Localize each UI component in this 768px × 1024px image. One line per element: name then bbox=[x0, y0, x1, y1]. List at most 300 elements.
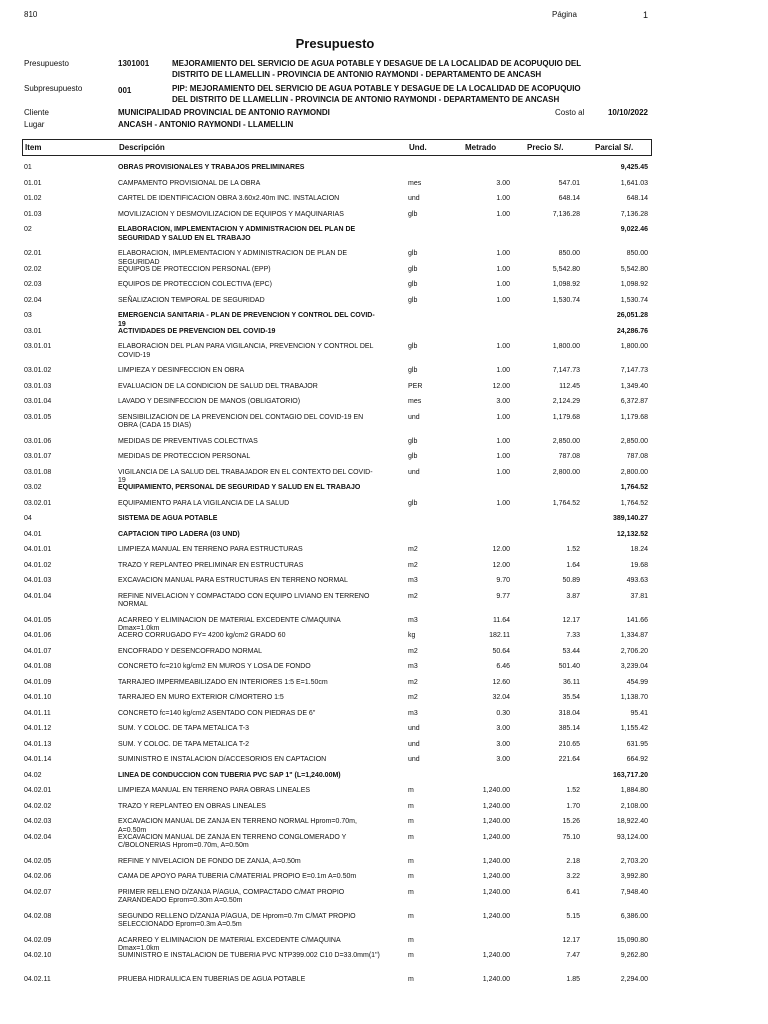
item-code: 04.02.04 bbox=[24, 833, 52, 841]
item-description: TARRAJEO IMPERMEABILIZADO EN INTERIORES 1:5 E=1.50cm bbox=[118, 678, 328, 686]
item-metrado: 1.00 bbox=[496, 281, 510, 288]
item-precio: 1.85 bbox=[566, 976, 580, 983]
item-description: CONCRETO fc=140 kg/cm2 ASENTADO CON PIEDRAS DE 6" bbox=[118, 709, 316, 717]
item-code: 01.01 bbox=[24, 179, 42, 187]
item-metrado: 9.77 bbox=[496, 592, 510, 600]
item-description: EQUIPOS DE PROTECCION PERSONAL (EPP) bbox=[118, 265, 271, 273]
item-description: TRAZO Y REPLANTEO PRELIMINAR EN ESTRUCTURAS bbox=[118, 561, 304, 569]
item-code: 04.01.08 bbox=[24, 663, 52, 670]
table-row bbox=[0, 772, 768, 788]
item-code: 03.02 bbox=[24, 484, 42, 491]
item-parcial: 6,372.87 bbox=[620, 398, 648, 405]
item-unit: m bbox=[408, 833, 414, 841]
item-description: REFINE Y NIVELACION DE FONDO DE ZANJA, A=0.50m bbox=[118, 857, 301, 865]
item-metrado: 1,240.00 bbox=[482, 912, 510, 920]
item-unit: m bbox=[408, 857, 414, 865]
table-row bbox=[0, 343, 768, 367]
table-row bbox=[0, 312, 768, 328]
item-description: SUMINISTRO E INSTALACION D/ACCESORIOS EN CAPTACION bbox=[118, 756, 327, 763]
table-row bbox=[0, 546, 768, 562]
item-precio: 50.89 bbox=[562, 577, 580, 584]
lugar-value: ANCASH - ANTONIO RAYMONDI - LLAMELLIN bbox=[118, 120, 294, 129]
table-row bbox=[0, 328, 768, 344]
item-metrado: 1.00 bbox=[496, 210, 510, 218]
item-metrado: 1,240.00 bbox=[482, 976, 510, 983]
item-parcial: 648.14 bbox=[626, 195, 648, 202]
item-description: CAMPAMENTO PROVISIONAL DE LA OBRA bbox=[118, 179, 261, 187]
item-description: SISTEMA DE AGUA POTABLE bbox=[118, 515, 218, 522]
item-precio: 547.01 bbox=[558, 179, 580, 187]
item-description: ELABORACION DEL PLAN PARA VIGILANCIA, PREVENCION Y CONTROL DEL COVID-19 bbox=[118, 343, 374, 359]
item-parcial: 2,703.20 bbox=[620, 857, 648, 865]
item-code: 04.02.06 bbox=[24, 873, 52, 880]
col-precio: Precio S/. bbox=[527, 143, 564, 152]
table-row bbox=[0, 266, 768, 282]
table-row bbox=[0, 593, 768, 617]
table-row bbox=[0, 383, 768, 399]
item-precio: 36.11 bbox=[563, 678, 580, 686]
item-description: SUM. Y COLOC. DE TAPA METALICA T-3 bbox=[118, 725, 249, 732]
item-description: SENSIBILIZACION DE LA PREVENCION DEL CONTAGIO DEL COVID-19 EN OBRA (CADA 15 DIAS) bbox=[118, 413, 364, 429]
table-row bbox=[0, 297, 768, 313]
presupuesto-label: Presupuesto bbox=[24, 59, 69, 68]
item-metrado: 3.00 bbox=[496, 740, 510, 748]
item-code: 04.02.02 bbox=[24, 802, 52, 810]
item-code: 03.01.02 bbox=[24, 367, 52, 374]
presupuesto-code: 1301001 bbox=[118, 59, 150, 68]
item-code: 04.01.05 bbox=[24, 616, 52, 624]
item-precio: 7,136.28 bbox=[552, 210, 580, 218]
table-row bbox=[0, 952, 768, 976]
item-precio: 210.65 bbox=[558, 740, 580, 748]
item-parcial: 493.63 bbox=[626, 577, 648, 584]
item-unit: glb bbox=[408, 343, 418, 350]
item-code: 04.02.05 bbox=[24, 857, 52, 865]
table-row bbox=[0, 679, 768, 695]
col-descripcion: Descripción bbox=[119, 143, 165, 152]
item-description: EVALUACION DE LA CONDICION DE SALUD DEL TRABAJOR bbox=[118, 382, 318, 390]
item-unit: und bbox=[408, 413, 420, 421]
table-row bbox=[0, 756, 768, 772]
item-description: MEDIDAS DE PROTECCION PERSONAL bbox=[118, 453, 251, 460]
item-precio: 1.52 bbox=[566, 787, 580, 794]
item-code: 04 bbox=[24, 515, 32, 522]
item-metrado: 9.70 bbox=[496, 577, 510, 584]
costo-value: 10/10/2022 bbox=[607, 108, 648, 117]
item-code: 04.01.12 bbox=[24, 725, 52, 732]
item-code: 04.02.10 bbox=[24, 952, 52, 959]
item-parcial: 141.66 bbox=[626, 616, 648, 624]
table-row bbox=[0, 741, 768, 757]
subpresupuesto-code: 001 bbox=[118, 86, 132, 95]
item-metrado: 50.64 bbox=[492, 647, 510, 655]
item-unit: mes bbox=[408, 179, 422, 187]
item-code: 03.02.01 bbox=[24, 499, 52, 507]
table-row bbox=[0, 562, 768, 578]
item-metrado: 3.00 bbox=[496, 398, 510, 405]
item-precio: 1.64 bbox=[566, 561, 580, 569]
item-description: ACTIVIDADES DE PREVENCION DEL COVID-19 bbox=[118, 327, 276, 335]
item-precio: 35.54 bbox=[562, 694, 580, 701]
col-parcial: Parcial S/. bbox=[595, 143, 634, 152]
item-metrado: 1.00 bbox=[496, 343, 510, 350]
item-description: LIMPIEZA Y DESINFECCION EN OBRA bbox=[118, 367, 245, 374]
item-parcial: 3,992.80 bbox=[620, 873, 648, 880]
item-description: ELABORACION, IMPLEMENTACION Y ADMINISTRACION DE PLAN DE SEGURIDAD bbox=[118, 250, 348, 266]
item-description: EXCAVACION MANUAL DE ZANJA EN TERRENO NORMAL Hprom=0.70m, A=0.50m bbox=[118, 818, 357, 834]
table-row bbox=[0, 180, 768, 196]
item-unit: m3 bbox=[408, 577, 418, 584]
item-precio: 1,800.00 bbox=[552, 343, 580, 350]
table-row bbox=[0, 438, 768, 454]
item-unit: m3 bbox=[408, 709, 418, 717]
item-description: TRAZO Y REPLANTEO EN OBRAS LINEALES bbox=[118, 802, 266, 810]
item-precio: 850.00 bbox=[558, 250, 580, 257]
item-parcial: 163,717.20 bbox=[612, 771, 648, 779]
page-label: Página bbox=[552, 10, 577, 19]
item-parcial: 9,425.45 bbox=[620, 164, 648, 171]
item-precio: 2.18 bbox=[566, 857, 580, 865]
item-parcial: 389,140.27 bbox=[612, 515, 648, 522]
table-row bbox=[0, 281, 768, 297]
item-code: 02.02 bbox=[24, 265, 42, 273]
item-code: 02.04 bbox=[24, 296, 42, 304]
item-description: CONCRETO fc=210 kg/cm2 EN MUROS Y LOSA DE FONDO bbox=[118, 663, 311, 670]
item-unit: und bbox=[408, 740, 420, 748]
item-parcial: 7,136.28 bbox=[620, 210, 648, 218]
item-code: 04.01.13 bbox=[24, 740, 52, 748]
item-code: 04.01.03 bbox=[24, 577, 52, 584]
item-parcial: 2,294.00 bbox=[620, 976, 648, 983]
item-parcial: 26,051.28 bbox=[616, 312, 648, 319]
item-description: SUM. Y COLOC. DE TAPA METALICA T-2 bbox=[118, 740, 249, 748]
table-header bbox=[22, 139, 652, 156]
item-precio: 6.41 bbox=[566, 888, 580, 896]
item-code: 03.01.06 bbox=[24, 437, 52, 445]
page-title: Presupuesto bbox=[295, 36, 375, 51]
item-description: ACARREO Y ELIMINACION DE MATERIAL EXCEDENTE C/MAQUINA Dmax=1.0km bbox=[118, 616, 341, 632]
item-parcial: 850.00 bbox=[626, 250, 648, 257]
item-metrado: 1.00 bbox=[496, 413, 510, 421]
item-metrado: 1,240.00 bbox=[482, 818, 510, 825]
item-parcial: 1,334.87 bbox=[620, 632, 648, 639]
table-row bbox=[0, 164, 768, 180]
subpresupuesto-label: Subpresupuesto bbox=[24, 84, 83, 93]
table-row bbox=[0, 694, 768, 710]
table-row bbox=[0, 710, 768, 726]
item-description: LIMPIEZA MANUAL EN TERRENO PARA ESTRUCTURAS bbox=[118, 546, 303, 553]
item-unit: glb bbox=[408, 437, 418, 445]
item-code: 03 bbox=[24, 312, 32, 319]
item-unit: glb bbox=[408, 367, 418, 374]
item-parcial: 5,542.80 bbox=[620, 265, 648, 273]
item-metrado: 1.00 bbox=[496, 265, 510, 273]
table-row bbox=[0, 617, 768, 633]
item-parcial: 1,138.70 bbox=[620, 694, 648, 701]
item-code: 04.02.11 bbox=[24, 976, 51, 983]
item-parcial: 12,132.52 bbox=[616, 530, 648, 538]
item-description: EMERGENCIA SANITARIA - PLAN DE PREVENCION Y CONTROL DEL COVID-19 bbox=[118, 312, 375, 328]
item-parcial: 2,108.00 bbox=[620, 802, 648, 810]
item-code: 04.01.04 bbox=[24, 592, 52, 600]
item-parcial: 24,286.76 bbox=[616, 327, 648, 335]
item-parcial: 1,641.03 bbox=[620, 179, 648, 187]
item-metrado: 1.00 bbox=[496, 437, 510, 445]
item-parcial: 9,022.46 bbox=[620, 226, 648, 233]
table-row bbox=[0, 976, 768, 992]
item-parcial: 454.99 bbox=[626, 678, 648, 686]
item-parcial: 37.81 bbox=[630, 592, 648, 600]
item-unit: m3 bbox=[408, 616, 418, 624]
item-metrado: 1.00 bbox=[496, 468, 510, 476]
item-precio: 75.10 bbox=[562, 833, 580, 841]
item-parcial: 1,349.40 bbox=[620, 382, 648, 390]
item-parcial: 18,922.40 bbox=[616, 818, 648, 825]
item-precio: 2,124.29 bbox=[552, 398, 580, 405]
table-row bbox=[0, 858, 768, 874]
table-row bbox=[0, 515, 768, 531]
item-precio: 1.70 bbox=[566, 802, 580, 810]
item-unit: kg bbox=[408, 632, 416, 639]
item-code: 04.01.10 bbox=[24, 694, 52, 701]
lugar-label: Lugar bbox=[24, 120, 45, 129]
item-precio: 112.45 bbox=[559, 382, 580, 390]
item-metrado: 1.00 bbox=[496, 250, 510, 257]
item-unit: mes bbox=[408, 398, 422, 405]
item-parcial: 7,948.40 bbox=[620, 888, 648, 896]
item-parcial: 1,098.92 bbox=[620, 281, 648, 288]
table-row bbox=[0, 398, 768, 414]
item-metrado: 6.46 bbox=[496, 663, 510, 670]
item-metrado: 1,240.00 bbox=[482, 888, 510, 896]
item-parcial: 2,706.20 bbox=[620, 647, 648, 655]
item-metrado: 182.11 bbox=[489, 632, 510, 639]
item-code: 04.02 bbox=[24, 771, 42, 779]
item-parcial: 787.08 bbox=[626, 453, 648, 460]
cliente-value: MUNICIPALIDAD PROVINCIAL DE ANTONIO RAYMONDI bbox=[118, 108, 330, 117]
table-row bbox=[0, 648, 768, 664]
table-row bbox=[0, 414, 768, 438]
item-description: REFINE NIVELACION Y COMPACTADO CON EQUIPO LIVIANO EN TERRENO NORMAL bbox=[118, 592, 370, 608]
item-unit: glb bbox=[408, 499, 418, 507]
item-code: 03.01 bbox=[24, 327, 42, 335]
item-description: MOVILIZACION Y DESMOVILIZACION DE EQUIPOS Y MAQUINARIAS bbox=[118, 210, 344, 218]
item-metrado: 1.00 bbox=[496, 367, 510, 374]
item-unit: m2 bbox=[408, 561, 418, 569]
item-parcial: 1,764.52 bbox=[620, 484, 648, 491]
item-unit: m2 bbox=[408, 592, 418, 600]
item-code: 01.02 bbox=[24, 195, 42, 202]
item-parcial: 2,800.00 bbox=[620, 468, 648, 476]
item-description: LIMPIEZA MANUAL EN TERRENO PARA OBRAS LINEALES bbox=[118, 787, 311, 794]
item-parcial: 1,530.74 bbox=[620, 296, 648, 304]
item-precio: 318.04 bbox=[558, 709, 580, 717]
item-precio: 501.40 bbox=[558, 663, 580, 670]
item-precio: 7,147.73 bbox=[552, 367, 580, 374]
item-code: 04.01.11 bbox=[24, 709, 51, 717]
item-precio: 3.22 bbox=[566, 873, 580, 880]
table-row bbox=[0, 632, 768, 648]
item-precio: 53.44 bbox=[562, 647, 580, 655]
item-metrado: 1,240.00 bbox=[482, 802, 510, 810]
item-metrado: 3.00 bbox=[496, 179, 510, 187]
item-description: EXCAVACION MANUAL PARA ESTRUCTURAS EN TERRENO NORMAL bbox=[118, 577, 348, 584]
table-row bbox=[0, 873, 768, 889]
item-description: ACERO CORRUGADO FY= 4200 kg/cm2 GRADO 60 bbox=[118, 632, 286, 639]
budget-table-body bbox=[0, 164, 768, 992]
item-unit: und bbox=[408, 468, 420, 476]
item-code: 04.01.02 bbox=[24, 561, 52, 569]
item-code: 03.01.05 bbox=[24, 413, 52, 421]
item-metrado: 1,240.00 bbox=[482, 873, 510, 880]
item-code: 03.01.01 bbox=[24, 343, 52, 350]
table-row bbox=[0, 787, 768, 803]
item-description: TARRAJEO EN MURO EXTERIOR C/MORTERO 1:5 bbox=[118, 694, 284, 701]
item-description: VIGILANCIA DE LA SALUD DEL TRABAJADOR EN EL CONTEXTO DEL COVID-19 bbox=[118, 468, 373, 484]
item-description: LAVADO Y DESINFECCION DE MANOS (OBLIGATORIO) bbox=[118, 398, 301, 405]
item-unit: m2 bbox=[408, 678, 418, 686]
item-description: PRIMER RELLENO D/ZANJA P/AGUA, COMPACTADO C/MAT PROPIO ZARANDEADO Eprom=0.30m A=0.50m bbox=[118, 888, 345, 904]
table-row bbox=[0, 500, 768, 516]
table-row bbox=[0, 250, 768, 266]
item-description: ENCOFRADO Y DESENCOFRADO NORMAL bbox=[118, 647, 263, 655]
item-unit: glb bbox=[408, 265, 418, 273]
item-unit: glb bbox=[408, 296, 418, 304]
item-metrado: 3.00 bbox=[496, 756, 510, 763]
col-metrado: Metrado bbox=[465, 143, 497, 152]
item-parcial: 19.68 bbox=[630, 561, 648, 569]
table-row bbox=[0, 469, 768, 485]
item-code: 04.01 bbox=[24, 530, 42, 538]
item-unit: PER bbox=[408, 382, 423, 390]
item-unit: m3 bbox=[408, 663, 418, 670]
table-row bbox=[0, 531, 768, 547]
item-description: OBRAS PROVISIONALES Y TRABAJOS PRELIMINARES bbox=[118, 164, 305, 171]
item-metrado: 1.00 bbox=[496, 453, 510, 460]
item-description: MEDIDAS DE PREVENTIVAS COLECTIVAS bbox=[118, 437, 258, 445]
item-code: 04.01.09 bbox=[24, 678, 52, 686]
item-parcial: 3,239.04 bbox=[620, 663, 648, 670]
table-row bbox=[0, 803, 768, 819]
item-unit: m bbox=[408, 888, 414, 896]
item-unit: m bbox=[408, 912, 414, 920]
item-description: SUMINISTRO E INSTALACION DE TUBERIA PVC NTP399.002 C10 D=33.0mm(1") bbox=[118, 952, 380, 959]
item-parcial: 631.95 bbox=[626, 740, 648, 748]
item-precio: 5,542.80 bbox=[552, 265, 580, 273]
item-parcial: 93,124.00 bbox=[616, 833, 648, 841]
col-und: Und. bbox=[409, 143, 427, 152]
cliente-label: Cliente bbox=[24, 108, 49, 117]
item-parcial: 664.92 bbox=[626, 756, 648, 763]
item-code: 03.01.07 bbox=[24, 453, 52, 460]
item-unit: m2 bbox=[408, 647, 418, 655]
table-row bbox=[0, 834, 768, 858]
item-code: 04.02.07 bbox=[24, 888, 52, 896]
item-code: 04.02.03 bbox=[24, 818, 52, 825]
table-row bbox=[0, 663, 768, 679]
item-precio: 1,098.92 bbox=[552, 281, 580, 288]
item-code: 04.01.06 bbox=[24, 632, 52, 639]
item-unit: m2 bbox=[408, 694, 418, 701]
table-row bbox=[0, 211, 768, 227]
item-description: LINEA DE CONDUCCION CON TUBERIA PVC SAP 1" (L=1,240.00M) bbox=[118, 771, 341, 779]
item-code: 04.01.14 bbox=[24, 756, 52, 763]
item-code: 03.01.04 bbox=[24, 398, 52, 405]
item-metrado: 1,240.00 bbox=[482, 833, 510, 841]
item-metrado: 11.64 bbox=[493, 616, 510, 624]
item-description: EQUIPAMIENTO, PERSONAL DE SEGURIDAD Y SALUD EN EL TRABAJO bbox=[118, 484, 361, 491]
item-parcial: 15,090.80 bbox=[616, 936, 648, 944]
item-metrado: 1,240.00 bbox=[482, 952, 510, 959]
item-parcial: 7,147.73 bbox=[620, 367, 648, 374]
item-unit: m bbox=[408, 936, 414, 944]
item-precio: 221.64 bbox=[558, 756, 580, 763]
item-description: CAMA DE APOYO PARA TUBERIA C/MATERIAL PROPIO E=0.1m A=0.50m bbox=[118, 873, 357, 880]
item-precio: 648.14 bbox=[558, 195, 580, 202]
table-row bbox=[0, 937, 768, 953]
item-precio: 3.87 bbox=[566, 592, 580, 600]
item-unit: m bbox=[408, 952, 414, 959]
item-precio: 1,179.68 bbox=[552, 413, 580, 421]
item-precio: 7.33 bbox=[566, 632, 580, 639]
item-metrado: 1,240.00 bbox=[482, 857, 510, 865]
page-number: 1 bbox=[642, 10, 648, 20]
table-row bbox=[0, 913, 768, 937]
table-row bbox=[0, 367, 768, 383]
item-unit: und bbox=[408, 195, 420, 202]
item-metrado: 0.30 bbox=[496, 709, 510, 717]
item-unit: m bbox=[408, 976, 414, 983]
item-parcial: 6,386.00 bbox=[620, 912, 648, 920]
item-description: CARTEL DE IDENTIFICACION OBRA 3.60x2.40m INC. INSTALACION bbox=[118, 195, 340, 202]
item-code: 01 bbox=[24, 164, 32, 171]
item-unit: m bbox=[408, 818, 414, 825]
item-precio: 1,764.52 bbox=[552, 499, 580, 507]
item-code: 04.01.07 bbox=[24, 647, 52, 655]
item-parcial: 2,850.00 bbox=[620, 437, 648, 445]
item-description: PRUEBA HIDRAULICA EN TUBERIAS DE AGUA POTABLE bbox=[118, 976, 306, 983]
item-unit: glb bbox=[408, 281, 418, 288]
item-code: 01.03 bbox=[24, 210, 42, 218]
item-description: EQUIPOS DE PROTECCION COLECTIVA (EPC) bbox=[118, 281, 272, 288]
item-description: CAPTACION TIPO LADERA (03 UND) bbox=[118, 530, 240, 538]
table-row bbox=[0, 226, 768, 250]
item-unit: glb bbox=[408, 210, 418, 218]
item-code: 04.02.09 bbox=[24, 936, 52, 944]
item-precio: 385.14 bbox=[558, 725, 580, 732]
item-metrado: 12.00 bbox=[492, 561, 510, 569]
item-code: 04.02.01 bbox=[24, 787, 52, 794]
item-code: 03.01.03 bbox=[24, 382, 52, 390]
table-row bbox=[0, 818, 768, 834]
item-precio: 787.08 bbox=[558, 453, 580, 460]
item-unit: und bbox=[408, 725, 420, 732]
item-unit: und bbox=[408, 756, 420, 763]
item-unit: m2 bbox=[408, 546, 418, 553]
item-unit: glb bbox=[408, 453, 418, 460]
item-parcial: 1,155.42 bbox=[620, 725, 648, 732]
item-unit: glb bbox=[408, 250, 418, 257]
item-precio: 12.17 bbox=[562, 616, 580, 624]
item-metrado: 1.00 bbox=[496, 499, 510, 507]
item-code: 03.01.08 bbox=[24, 468, 52, 476]
item-parcial: 1,179.68 bbox=[620, 413, 648, 421]
item-unit: m bbox=[408, 787, 414, 794]
item-parcial: 1,884.80 bbox=[620, 787, 648, 794]
item-precio: 5.15 bbox=[566, 912, 580, 920]
report-code: 810 bbox=[24, 10, 38, 19]
item-metrado: 12.00 bbox=[492, 382, 510, 390]
